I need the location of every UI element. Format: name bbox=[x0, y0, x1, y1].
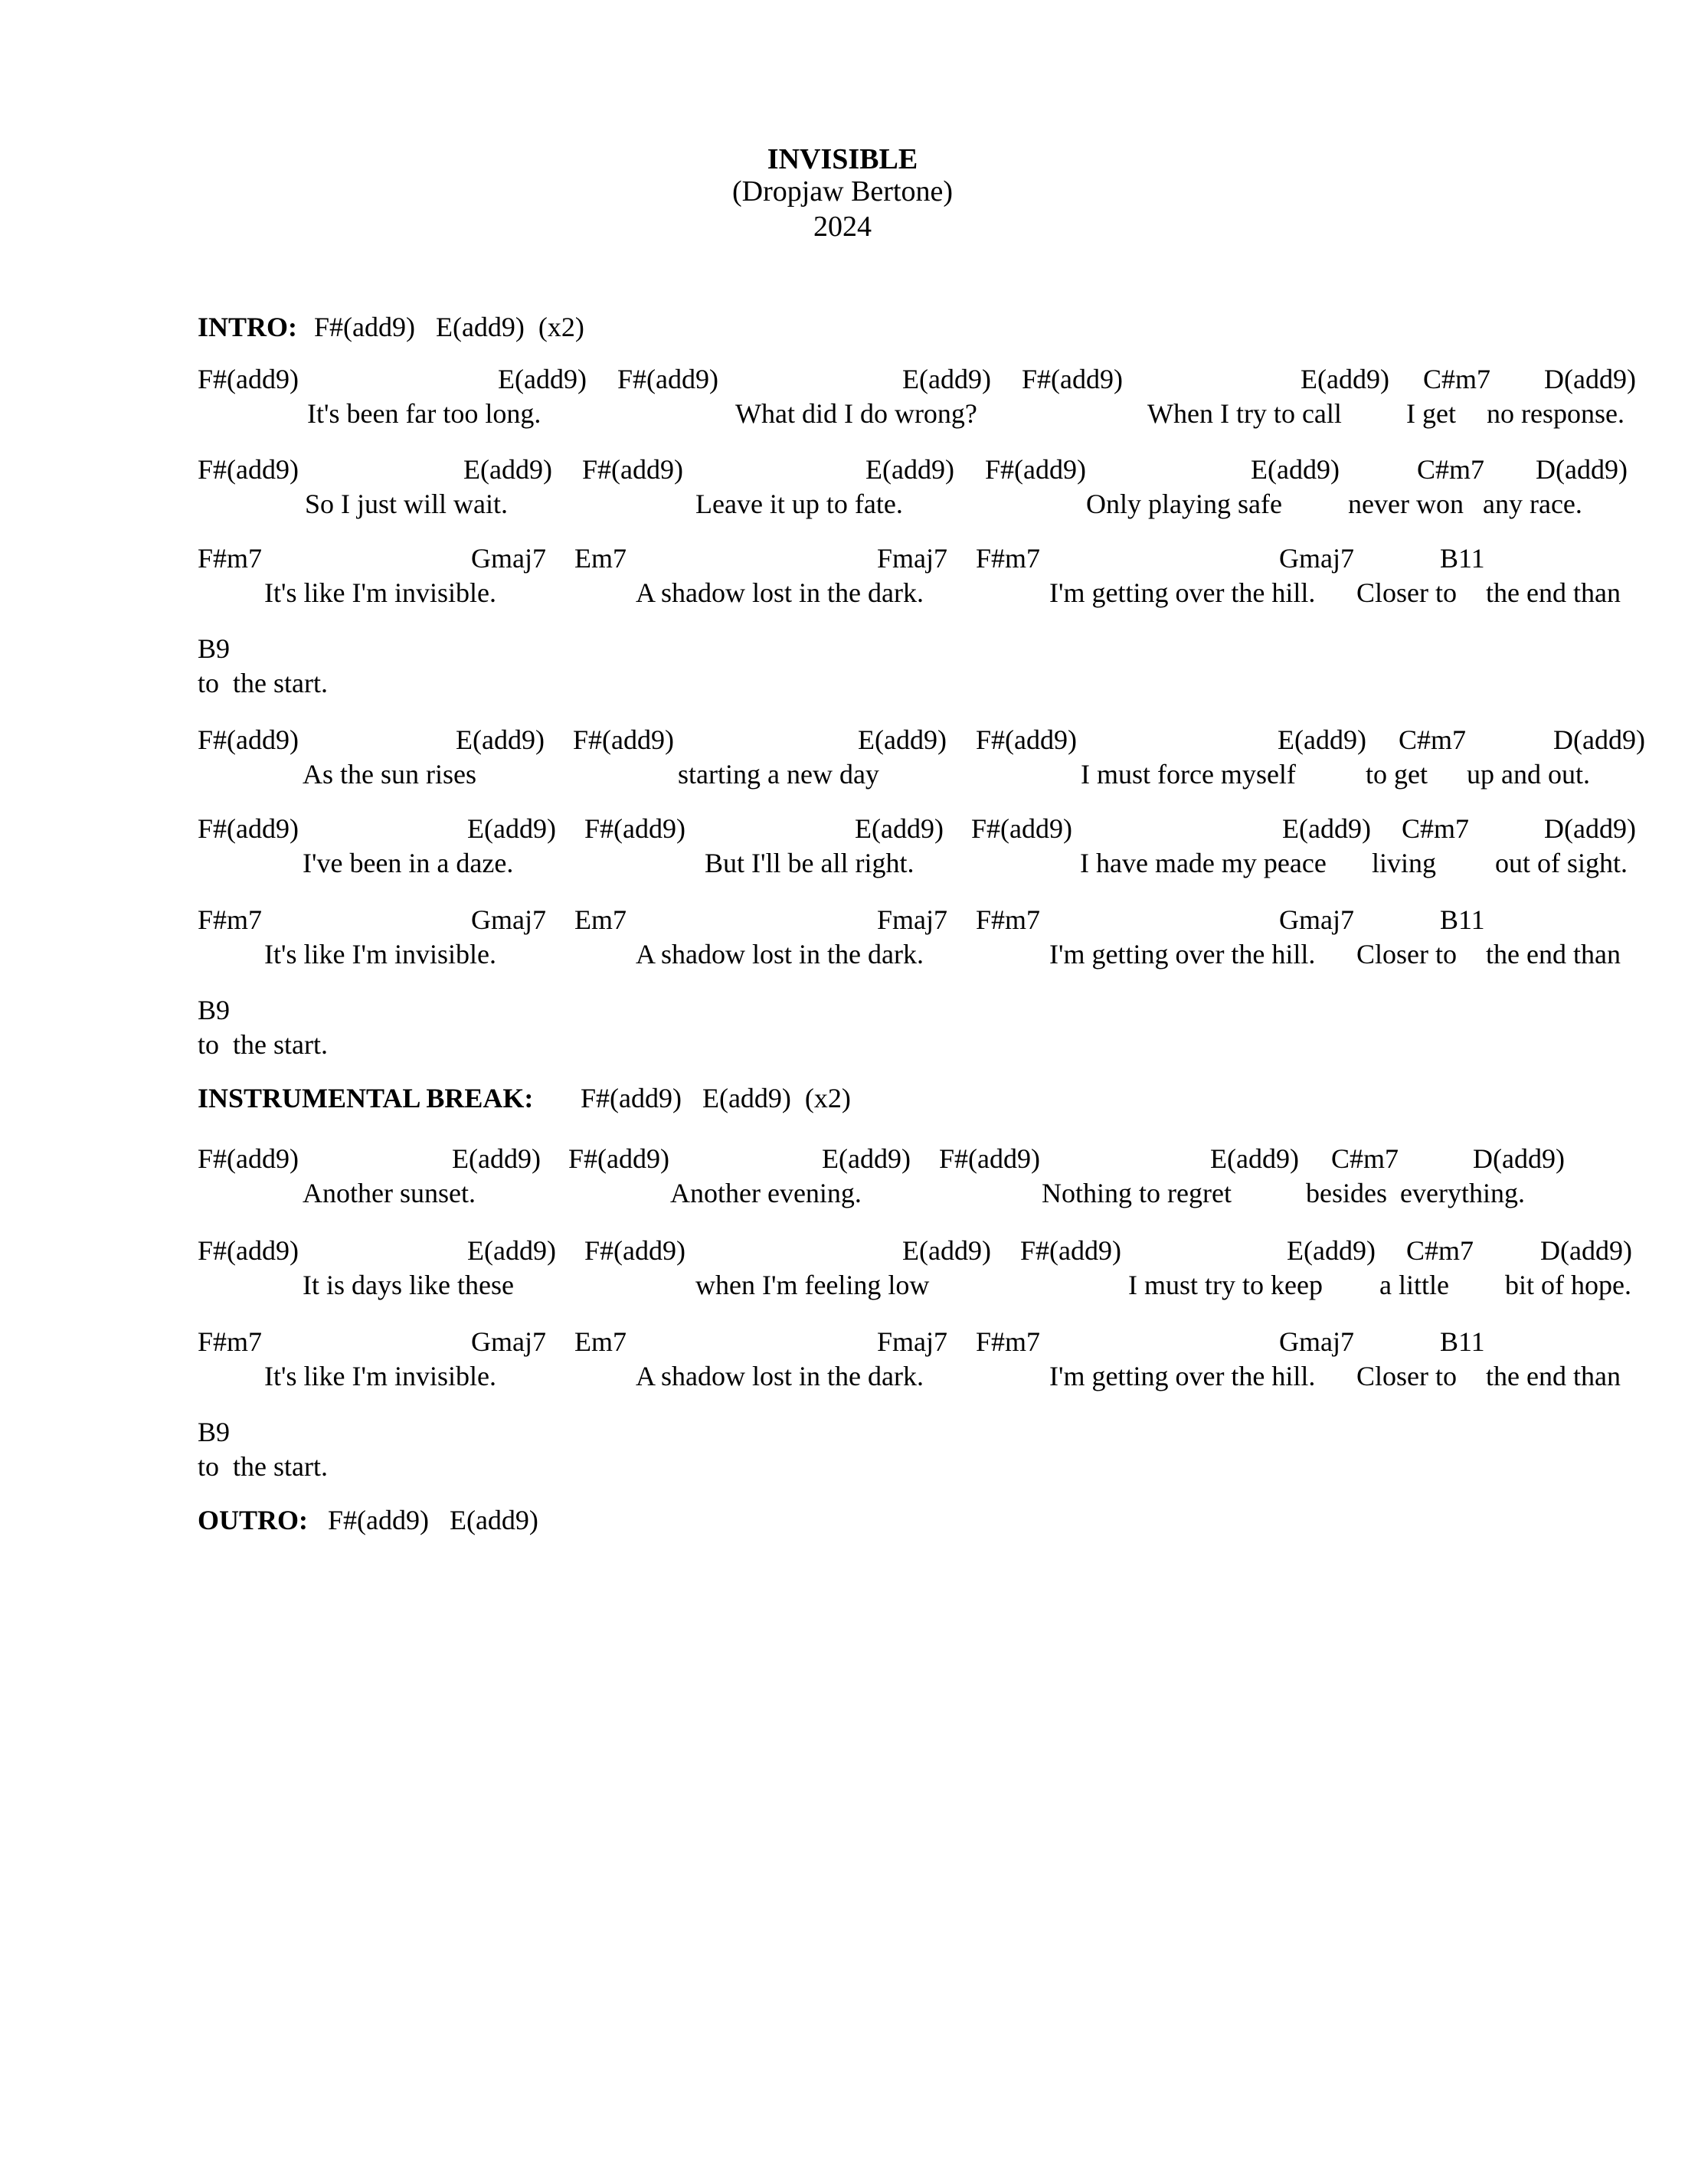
chord: E(add9) bbox=[1251, 454, 1340, 485]
chord: E(add9) bbox=[822, 1143, 911, 1174]
verse2-line1-chords bbox=[198, 723, 1653, 757]
outro-label: OUTRO: bbox=[198, 1505, 308, 1535]
lyric: the end than bbox=[1486, 577, 1621, 608]
chord: F#m7 bbox=[976, 543, 1041, 574]
lyric: I'm getting over the hill. bbox=[1049, 939, 1316, 969]
chord: B9 bbox=[198, 995, 231, 1025]
lyric: starting a new day bbox=[678, 759, 879, 790]
chorus3-chords bbox=[198, 1325, 1653, 1358]
chord: Gmaj7 bbox=[471, 904, 546, 935]
chorus2-chords bbox=[198, 903, 1653, 937]
chord: C#m7 bbox=[1331, 1143, 1399, 1174]
verse3-line1-lyrics bbox=[198, 1176, 1653, 1210]
lyric: When I try to call bbox=[1147, 398, 1342, 429]
lyric: But I'll be all right. bbox=[705, 848, 914, 878]
chord: F#(add9) bbox=[582, 454, 683, 485]
chord: F#(add9) bbox=[198, 454, 299, 485]
verse3-line1-chords bbox=[198, 1142, 1653, 1175]
chord: F#m7 bbox=[198, 904, 263, 935]
chord: F#m7 bbox=[198, 1326, 263, 1357]
chord: Gmaj7 bbox=[1279, 543, 1354, 574]
lyric: living bbox=[1372, 848, 1437, 878]
chord: E(add9) bbox=[452, 1143, 541, 1174]
lyric: to the start. bbox=[198, 668, 328, 698]
lyric: A shadow lost in the dark. bbox=[636, 1361, 924, 1391]
lyric: I get bbox=[1406, 398, 1456, 429]
chord: F#(add9) bbox=[198, 364, 299, 394]
chord: E(add9) bbox=[855, 813, 944, 844]
lyric: to the start. bbox=[198, 1451, 328, 1482]
chord: E(add9) bbox=[1301, 364, 1389, 394]
lyric: no response. bbox=[1487, 398, 1624, 429]
chord: D(add9) bbox=[1536, 454, 1628, 485]
lyric: Closer to bbox=[1356, 577, 1457, 608]
lyric: It's been far too long. bbox=[307, 398, 541, 429]
intro-chords: F#(add9) E(add9) (x2) bbox=[314, 312, 584, 342]
chord: D(add9) bbox=[1544, 813, 1636, 844]
chord: F#(add9) bbox=[976, 724, 1077, 755]
chord: F#(add9) bbox=[198, 724, 299, 755]
intro-label: INTRO: bbox=[198, 312, 298, 342]
lyric: I have made my peace bbox=[1080, 848, 1327, 878]
chord: C#m7 bbox=[1423, 364, 1491, 394]
chord: E(add9) bbox=[1278, 724, 1366, 755]
verse1-line2-chords bbox=[198, 453, 1653, 486]
chord: F#(add9) bbox=[568, 1143, 669, 1174]
song-author: (Dropjaw Bertone) bbox=[731, 175, 954, 208]
chord: F#(add9) bbox=[573, 724, 674, 755]
chord: E(add9) bbox=[467, 1235, 556, 1266]
chord: Fmaj7 bbox=[877, 543, 948, 574]
chord: E(add9) bbox=[1287, 1235, 1376, 1266]
lyric: It's like I'm invisible. bbox=[264, 577, 496, 608]
verse3-line2-chords bbox=[198, 1234, 1653, 1267]
chord: F#(add9) bbox=[584, 813, 685, 844]
chord: D(add9) bbox=[1553, 724, 1645, 755]
chorus3-lyrics bbox=[198, 1359, 1653, 1393]
lyric: up and out. bbox=[1467, 759, 1590, 790]
lyric: the end than bbox=[1486, 939, 1621, 969]
chord: C#m7 bbox=[1406, 1235, 1474, 1266]
lyric: I've been in a daze. bbox=[303, 848, 514, 878]
lyric: Another sunset. bbox=[303, 1178, 476, 1208]
lyric: Another evening. bbox=[670, 1178, 862, 1208]
chord: E(add9) bbox=[865, 454, 954, 485]
chord: E(add9) bbox=[456, 724, 545, 755]
verse1-line1-chords bbox=[198, 362, 1653, 396]
lyric: It's like I'm invisible. bbox=[264, 939, 496, 969]
chord: F#m7 bbox=[976, 1326, 1041, 1357]
lyric: It's like I'm invisible. bbox=[264, 1361, 496, 1391]
chord: E(add9) bbox=[467, 813, 556, 844]
song-year: 2024 bbox=[813, 211, 872, 243]
instrumental-line bbox=[198, 1081, 1653, 1115]
chord: B11 bbox=[1440, 543, 1485, 574]
chorus3-end-lyric-line bbox=[198, 1450, 1653, 1483]
chord: C#m7 bbox=[1417, 454, 1485, 485]
instrumental-label: INSTRUMENTAL BREAK: bbox=[198, 1083, 534, 1113]
verse2-line2-chords bbox=[198, 812, 1653, 845]
chord: C#m7 bbox=[1399, 724, 1467, 755]
lyric: I must force myself bbox=[1081, 759, 1296, 790]
chord: Gmaj7 bbox=[471, 543, 546, 574]
lyric: when I'm feeling low bbox=[695, 1270, 930, 1300]
chord: Gmaj7 bbox=[471, 1326, 546, 1357]
chord: E(add9) bbox=[902, 364, 991, 394]
chord: F#(add9) bbox=[584, 1235, 685, 1266]
chorus2-end-lyric-line bbox=[198, 1028, 1653, 1061]
lyric: bit of hope. bbox=[1505, 1270, 1631, 1300]
lyric: besides bbox=[1306, 1178, 1387, 1208]
lyric: Nothing to regret bbox=[1042, 1178, 1232, 1208]
chorus2-end-chord-line bbox=[198, 993, 1653, 1027]
lyric: I'm getting over the hill. bbox=[1049, 1361, 1316, 1391]
chord: E(add9) bbox=[1210, 1143, 1299, 1174]
chord: Fmaj7 bbox=[877, 1326, 948, 1357]
chord: Em7 bbox=[574, 904, 627, 935]
chord: C#m7 bbox=[1402, 813, 1470, 844]
lyric: a little bbox=[1379, 1270, 1449, 1300]
chord: F#m7 bbox=[198, 543, 263, 574]
lyric: Closer to bbox=[1356, 939, 1457, 969]
lyric: any race. bbox=[1483, 489, 1582, 519]
verse2-line2-lyrics bbox=[198, 846, 1653, 880]
chord: D(add9) bbox=[1544, 364, 1636, 394]
lyric: What did I do wrong? bbox=[735, 398, 977, 429]
chorus1-end-chord-line bbox=[198, 632, 1653, 665]
chord: E(add9) bbox=[1282, 813, 1371, 844]
chord: Em7 bbox=[574, 543, 627, 574]
lyric: out of sight. bbox=[1495, 848, 1628, 878]
chord: B9 bbox=[198, 633, 231, 664]
lyric: So I just will wait. bbox=[305, 489, 509, 519]
verse3-line2-lyrics bbox=[198, 1268, 1653, 1302]
lyric: to get bbox=[1366, 759, 1428, 790]
chord: B9 bbox=[198, 1417, 231, 1447]
chord: B11 bbox=[1440, 904, 1485, 935]
chorus1-end-lyric-line bbox=[198, 666, 1653, 700]
chord: F#(add9) bbox=[985, 454, 1086, 485]
outro-line bbox=[198, 1503, 1653, 1537]
lyric: A shadow lost in the dark. bbox=[636, 939, 924, 969]
lyric: everything. bbox=[1400, 1178, 1525, 1208]
chord: Fmaj7 bbox=[877, 904, 948, 935]
outro-chords: F#(add9) E(add9) bbox=[328, 1505, 538, 1535]
lyric: As the sun rises bbox=[303, 759, 476, 790]
lyric: to the start. bbox=[198, 1029, 328, 1060]
lyric: A shadow lost in the dark. bbox=[636, 577, 924, 608]
chord: F#(add9) bbox=[198, 813, 299, 844]
verse2-line1-lyrics bbox=[198, 757, 1653, 791]
song-title: INVISIBLE bbox=[767, 143, 918, 175]
chord: F#(add9) bbox=[198, 1143, 299, 1174]
chorus1-lyrics bbox=[198, 576, 1653, 610]
chorus2-lyrics bbox=[198, 937, 1653, 971]
chord: F#(add9) bbox=[617, 364, 718, 394]
lyric: Only playing safe bbox=[1086, 489, 1282, 519]
lyric: Leave it up to fate. bbox=[695, 489, 903, 519]
chord: F#(add9) bbox=[971, 813, 1072, 844]
chord: F#(add9) bbox=[939, 1143, 1040, 1174]
chord: Gmaj7 bbox=[1279, 1326, 1354, 1357]
chord: F#(add9) bbox=[1020, 1235, 1121, 1266]
chord: D(add9) bbox=[1540, 1235, 1632, 1266]
chord: E(add9) bbox=[463, 454, 552, 485]
lyric: never won bbox=[1348, 489, 1464, 519]
chord: B11 bbox=[1440, 1326, 1485, 1357]
verse1-line1-lyrics bbox=[198, 397, 1653, 430]
chord: E(add9) bbox=[858, 724, 947, 755]
chorus3-end-chord-line bbox=[198, 1415, 1653, 1449]
chord: E(add9) bbox=[498, 364, 587, 394]
lyric: I'm getting over the hill. bbox=[1049, 577, 1316, 608]
instrumental-chords: F#(add9) E(add9) (x2) bbox=[581, 1083, 851, 1113]
chord: F#(add9) bbox=[198, 1235, 299, 1266]
chord: F#m7 bbox=[976, 904, 1041, 935]
chorus1-chords bbox=[198, 541, 1653, 575]
verse1-line2-lyrics bbox=[198, 487, 1653, 521]
chord: Gmaj7 bbox=[1279, 904, 1354, 935]
chord: Em7 bbox=[574, 1326, 627, 1357]
lyric: I must try to keep bbox=[1128, 1270, 1323, 1300]
intro-line bbox=[198, 310, 1653, 344]
chord: D(add9) bbox=[1473, 1143, 1565, 1174]
chord: F#(add9) bbox=[1022, 364, 1123, 394]
lyric: It is days like these bbox=[303, 1270, 514, 1300]
chord: E(add9) bbox=[902, 1235, 991, 1266]
lyric: the end than bbox=[1486, 1361, 1621, 1391]
lyric: Closer to bbox=[1356, 1361, 1457, 1391]
